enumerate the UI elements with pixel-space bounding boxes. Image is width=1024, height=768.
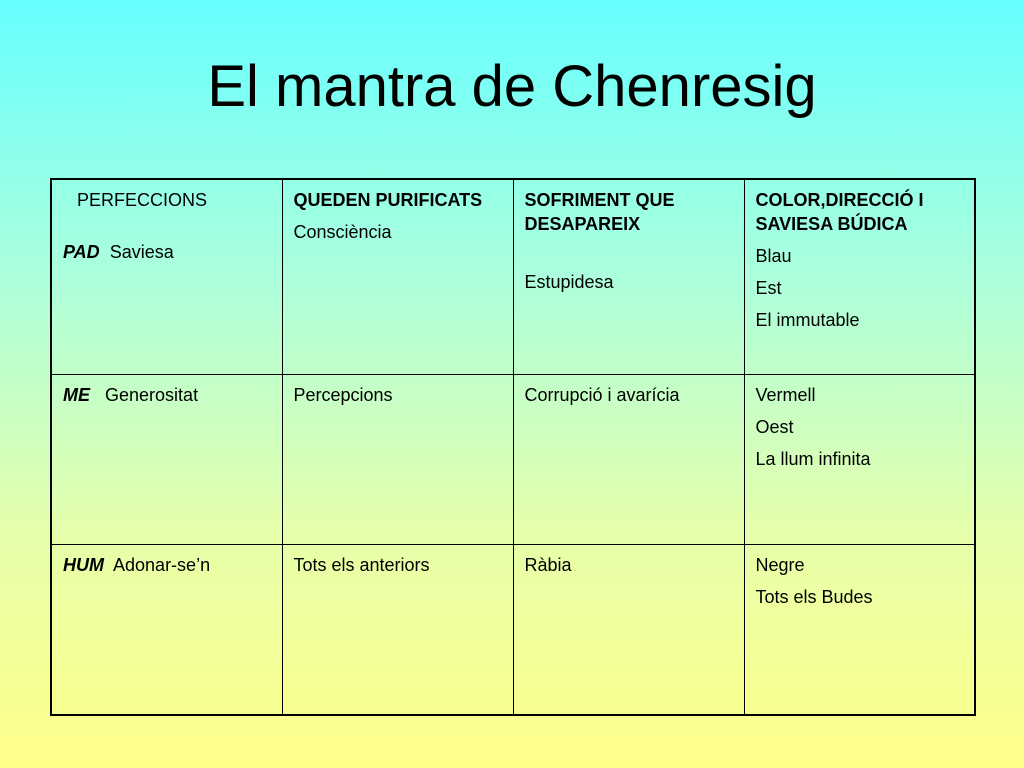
suffering-hum: Ràbia [524, 555, 572, 575]
direction-me: Oest [755, 417, 794, 437]
syllable-pad: PAD [63, 242, 100, 262]
header-sofriment: SOFRIMENT QUE DESAPAREIX [524, 190, 675, 234]
direction-hum: Tots els Budes [755, 587, 873, 607]
color-me: Vermell [755, 385, 816, 405]
cell-suffering-hum [513, 545, 744, 716]
cell-color-hum [744, 545, 975, 716]
cell-purified-hum [282, 545, 513, 716]
header-queden-purificats: QUEDEN PURIFICATS [293, 190, 483, 210]
cell-color-me [744, 375, 975, 545]
cell-suffering-me [513, 375, 744, 545]
cell-purified-pad [282, 179, 513, 375]
cell-purified-me [282, 375, 513, 545]
slide-title: El mantra de Chenresig [207, 54, 817, 119]
purified-pad: Consciència [293, 222, 392, 242]
color-pad: Blau [755, 246, 792, 266]
perfection-pad: Saviesa [109, 242, 174, 262]
perfection-me: Generositat [105, 385, 199, 405]
syllable-line-pad [63, 240, 272, 264]
suffering-me: Corrupció i avarícia [524, 385, 680, 405]
table-row [51, 545, 975, 716]
purified-me: Percepcions [293, 385, 393, 405]
table-row [51, 179, 975, 375]
cell-perfection-me [51, 375, 282, 545]
suffering-pad: Estupidesa [524, 272, 614, 292]
color-hum: Negre [755, 555, 805, 575]
wisdom-pad: El immutable [755, 310, 860, 330]
syllable-me: ME [63, 385, 90, 405]
header-perfeccions: PERFECCIONS [77, 190, 208, 210]
cell-perfection-hum [51, 545, 282, 716]
wisdom-me: La llum infinita [755, 449, 871, 469]
perfection-hum: Adonar-se’n [113, 555, 211, 575]
syllable-hum: HUM [63, 555, 104, 575]
purified-hum: Tots els anteriors [293, 555, 430, 575]
table-row [51, 375, 975, 545]
direction-pad: Est [755, 278, 782, 298]
cell-suffering-pad [513, 179, 744, 375]
mantra-table [50, 178, 976, 716]
cell-color-pad [744, 179, 975, 375]
cell-perfection-pad [51, 179, 282, 375]
header-color-direccio: COLOR,DIRECCIÓ I SAVIESA BÚDICA [755, 190, 924, 234]
